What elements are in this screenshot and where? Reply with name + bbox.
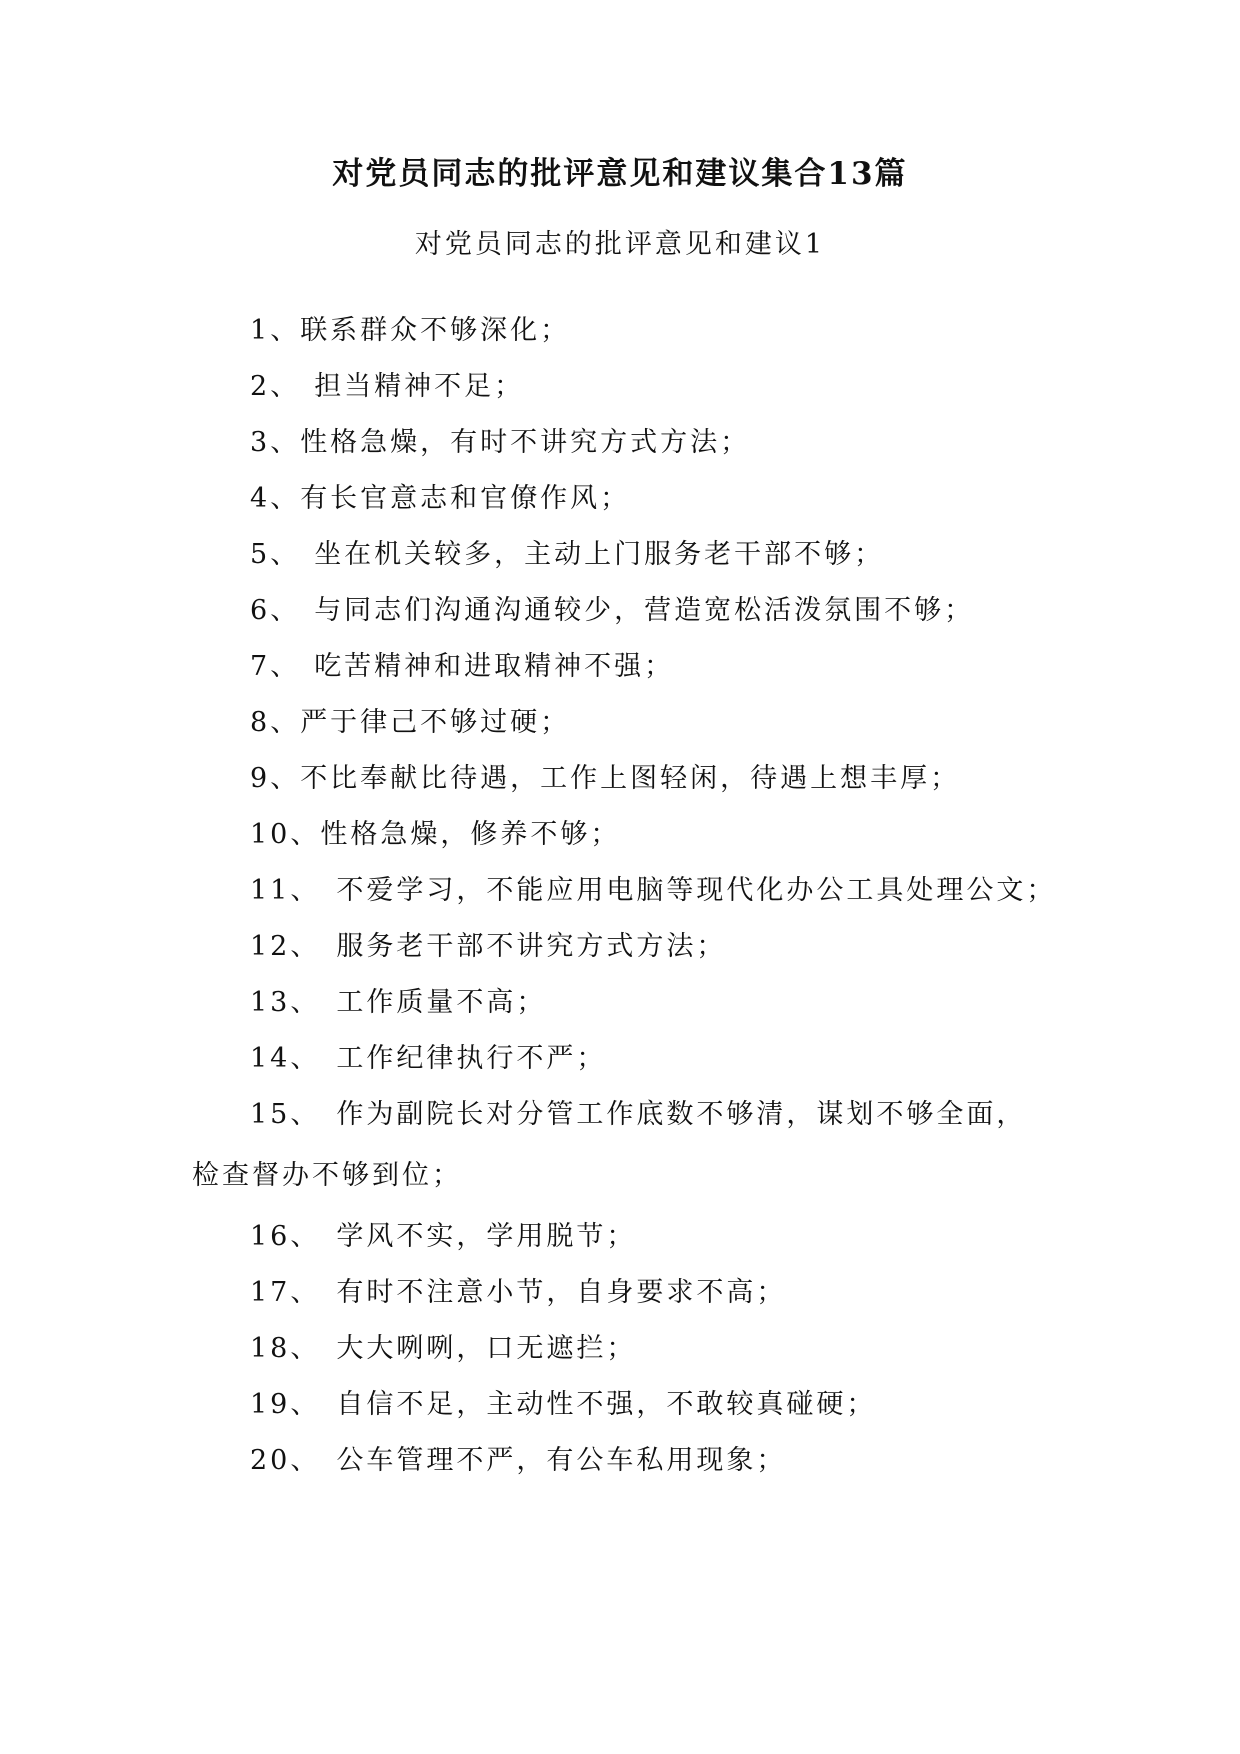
page-title: 对党员同志的批评意见和建议集合13篇 [332, 156, 908, 192]
section-heading: 对党员同志的批评意见和建议1 [414, 229, 826, 260]
list-item: 8、严于律己不够过硬； [250, 707, 571, 738]
list-item: 14、 工作纪律执行不严； [250, 1043, 607, 1074]
list-item: 17、 有时不注意小节，自身要求不高； [250, 1277, 787, 1308]
list-item: 12、 服务老干部不讲究方式方法； [250, 931, 727, 962]
list-item: 7、 吃苦精神和进取精神不强； [250, 651, 675, 682]
list-item: 16、 学风不实，学用脱节； [250, 1221, 637, 1252]
list-item: 18、 大大咧咧，口无遮拦； [250, 1333, 637, 1364]
list-item: 2、 担当精神不足； [250, 371, 525, 402]
list-item: 10、性格急燥，修养不够； [250, 819, 621, 850]
list-item-continuation: 检查督办不够到位； [192, 1160, 462, 1191]
list-item: 19、 自信不足，主动性不强，不敢较真碰硬； [250, 1389, 877, 1420]
list-item: 13、 工作质量不高； [250, 987, 547, 1018]
list-item: 1、联系群众不够深化； [250, 315, 571, 346]
list-item: 20、 公车管理不严，有公车私用现象； [250, 1445, 787, 1476]
list-item: 3、性格急燥，有时不讲究方式方法； [250, 427, 751, 458]
list-item: 5、 坐在机关较多，主动上门服务老干部不够； [250, 539, 885, 570]
list-item: 4、有长官意志和官僚作风； [250, 483, 631, 514]
list-item: 15、 作为副院长对分管工作底数不够清，谋划不够全面， [250, 1099, 1027, 1130]
list-item: 9、不比奉献比待遇，工作上图轻闲，待遇上想丰厚； [250, 763, 961, 794]
list-item: 11、 不爱学习，不能应用电脑等现代化办公工具处理公文； [250, 875, 1057, 906]
list-item: 6、 与同志们沟通沟通较少，营造宽松活泼氛围不够； [250, 595, 975, 626]
